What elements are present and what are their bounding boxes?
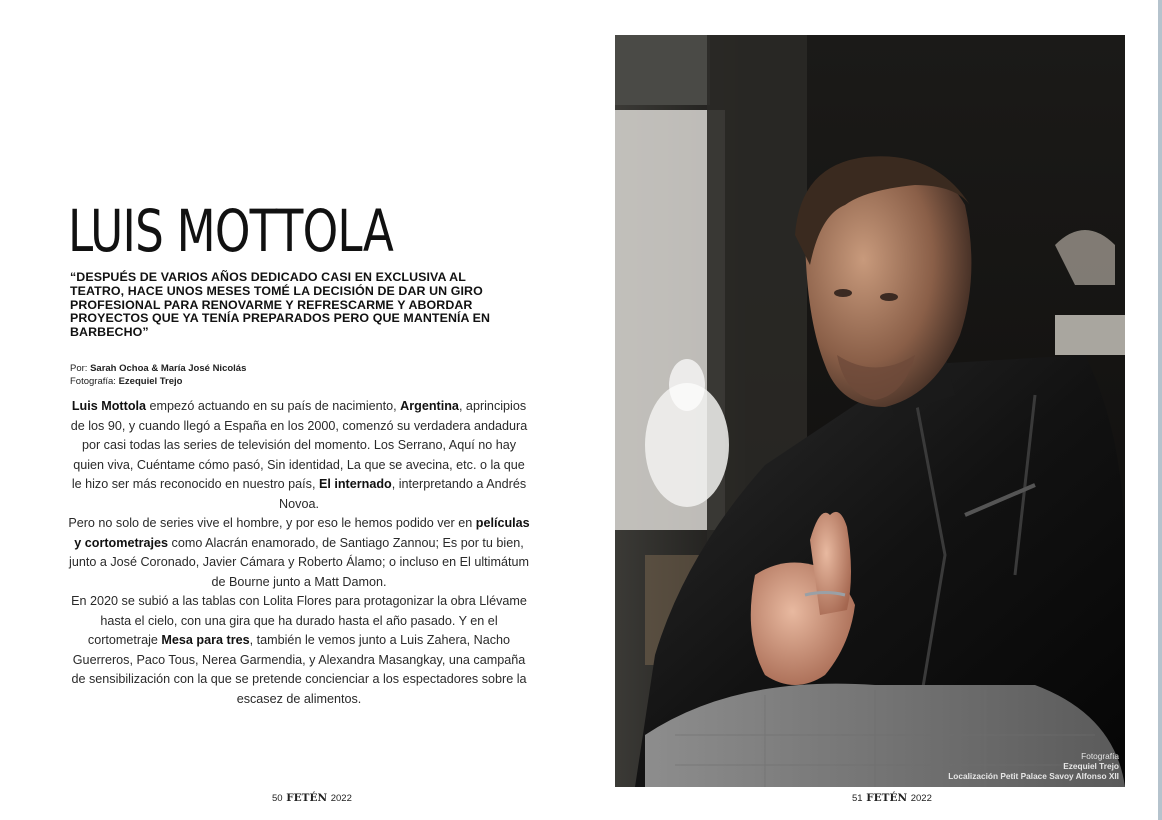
photo-credit-label: Fotografía [1081, 751, 1119, 761]
emphasis-text: Mesa para tres [161, 633, 250, 647]
portrait-illustration [615, 35, 1125, 787]
emphasis-text: películas y cortometrajes [74, 516, 530, 550]
issue-year: 2022 [910, 793, 932, 804]
body-text-run: Pero no solo de series vive el hombre, y por eso le hemos podido ver en [68, 516, 476, 530]
emphasis-text: El internado [318, 477, 392, 491]
body-text-run: empezó actuando en su país de nacimiento, [146, 399, 401, 413]
left-eye [834, 289, 852, 297]
paragraph [68, 514, 530, 592]
photo-credit [948, 751, 1119, 781]
body-text-run: , también le vemos junto a Luis Zahera, Nacho Guerreros, Paco Tous, Nerea Garmendia, y Alexandra Masangkay, una campaña de sensibilización con la que se pretende concienciar a los espectadores sobre la escasez de alimentos. [71, 633, 527, 706]
paragraph [68, 592, 530, 709]
byline-authors: Sarah Ochoa & María José Nicolás [90, 363, 247, 374]
body-text-run: , aprincipios de los 90, y cuando llegó a España en los 2000, comenzó su verdadera andadura por casi todas las series de televisión del momento. Los Serrano, Aquí no hay quien viva, Cuéntame cómo pasó, Sin identidad, La que se avecina, etc. o la que le hizo ser más reconocido en nuestro país, [70, 399, 528, 491]
photo-byline [70, 375, 246, 388]
article-title: LUIS MOTTOLA [68, 197, 394, 265]
body-text-run: En 2020 se subió a las tablas con Lolita Flores para protagonizar la obra Llévame hasta el cielo, con una gira que ha durado hasta el año pasado. Y en el cortometraje [71, 594, 527, 647]
article-credits [70, 362, 246, 388]
page-edge [1158, 0, 1162, 820]
background-chair [1055, 230, 1115, 285]
emphasis-text: Argentina [400, 399, 459, 413]
page-folio-right [852, 792, 932, 804]
byline-label: Por: [70, 363, 88, 374]
page-number: 50 [272, 793, 283, 804]
photo-byline-label: Fotografía: [70, 376, 116, 387]
byline [70, 362, 246, 375]
article-body [68, 397, 530, 709]
right-eye [880, 293, 898, 301]
right-page [581, 0, 1162, 820]
magazine-brand: FETÉN [866, 792, 908, 804]
page-number: 51 [852, 793, 863, 804]
emphasis-text: Luis Mottola [71, 399, 147, 413]
magazine-brand: FETÉN [286, 792, 328, 804]
issue-year: 2022 [330, 793, 352, 804]
photo-byline-author: Ezequiel Trejo [118, 376, 183, 387]
lamp-highlight [669, 359, 705, 411]
background-cushion [1055, 315, 1125, 355]
body-text-run: como Alacrán enamorado, de Santiago Zannou; Es por tu bien, junto a José Coronado, Javier Cámara y Roberto Álamo; o incluso en El ultimátum de Bourne junto a Matt Damon. [69, 535, 529, 589]
portrait-photo [615, 35, 1125, 787]
photo-credit-author: Ezequiel Trejo [1063, 761, 1119, 771]
pull-quote: “DESPUÉS DE VARIOS AÑOS DEDICADO CASI EN EXCLUSIVA AL TEATRO, HACE UNOS MESES TOMÉ LA DECISIÓN DE DAR UN GIRO PROFESIONAL PARA RENOVARME Y REFRESCARME Y ABORDAR PROYECTOS QUE YA TENÍA PREPARADOS PERO QUE MANTENÍA EN BARBECHO” [70, 270, 491, 340]
photo-credit-location: Localización Petit Palace Savoy Alfonso XII [948, 771, 1119, 781]
paragraph [68, 397, 530, 514]
body-text-run: , interpretando a Andrés Novoa. [279, 477, 527, 511]
page-folio-left [272, 792, 352, 804]
background-shelf [615, 35, 710, 105]
